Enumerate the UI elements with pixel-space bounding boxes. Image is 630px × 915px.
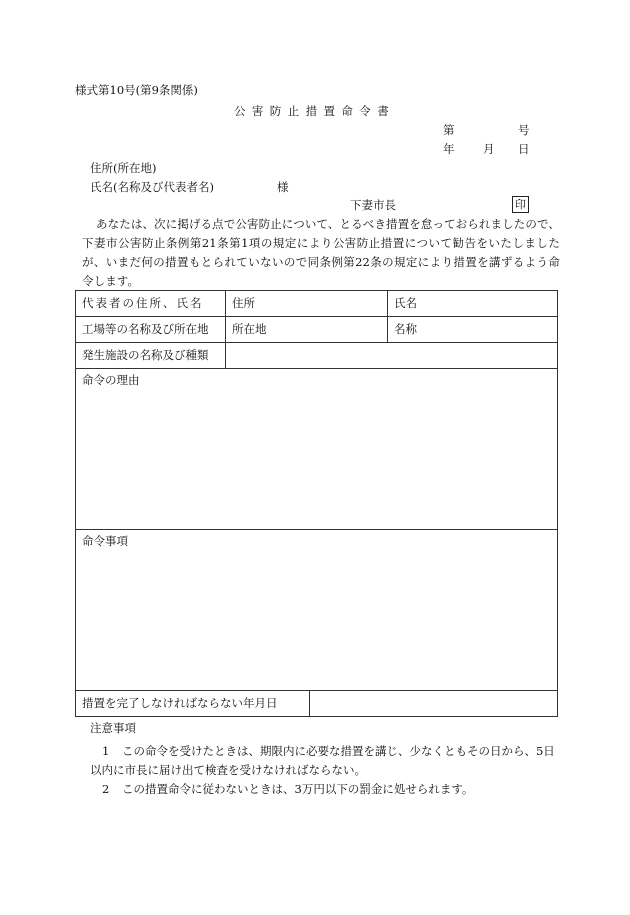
table-row [76,343,558,369]
order-items-cell[interactable] [76,530,558,691]
note-text: この命令を受けたときは、期限内に必要な措置を講じ、少なくともその日から、5日以内に市長に届け出て検査を受けなければならない。 [90,744,555,777]
representative-address-cell[interactable]: 住所 [226,291,388,317]
table-row [76,291,558,317]
facility-label: 発生施設の名称及び種類 [76,343,226,369]
date-line [443,142,530,156]
notes-title: 注意事項 [90,721,136,735]
form-number: 様式第10号(第9条関係) [75,83,198,97]
order-form-table [75,290,558,717]
document-title: 公害防止措置命令書 [234,104,396,118]
date-day: 日 [518,142,530,156]
recipient-address-label: 住所(所在地) [90,161,157,175]
factory-location-cell[interactable]: 所在地 [226,317,388,343]
note-item [90,742,560,780]
factory-name-cell[interactable]: 名称 [388,317,558,343]
seal-stamp: 印 [512,196,529,213]
recipient-honorific: 様 [277,180,289,194]
issuer-title: 下妻市長 [350,198,396,212]
table-row [76,691,558,717]
representative-label: 代表者の住所、氏名 [76,291,226,317]
table-row [76,317,558,343]
date-month: 月 [483,142,495,156]
table-row [76,530,558,691]
facility-cell[interactable] [226,343,558,369]
reason-cell[interactable] [76,369,558,530]
note-number: 1 [102,744,110,758]
date-year: 年 [443,142,455,156]
deadline-label: 措置を完了しなければならない年月日 [76,691,310,717]
factory-label: 工場等の名称及び所在地 [76,317,226,343]
recipient-name-label: 氏名(名称及び代表者名) [90,180,214,194]
body-paragraph: あなたは、次に掲げる点で公害防止について、とるべき措置を怠っておられましたので、下妻市公害防止条例第21条第1項の規定により公害防止措置について勧告をいたしましたが、いまだ何の措置もとられていないので同条例第22条の規定により措置を講ずるよう命令します。 [82,217,560,288]
note-number: 2 [102,782,110,796]
table-row [76,369,558,530]
number-prefix: 第 [443,123,455,137]
number-suffix: 号 [518,123,530,137]
note-text: この措置命令に従わないときは、3万円以下の罰金に処せられます。 [122,782,474,796]
deadline-cell[interactable] [310,691,558,717]
document-number-line [443,123,530,137]
representative-name-cell[interactable]: 氏名 [388,291,558,317]
reason-label: 命令の理由 [82,373,140,387]
note-item [90,780,560,799]
order-items-label: 命令事項 [82,534,128,548]
